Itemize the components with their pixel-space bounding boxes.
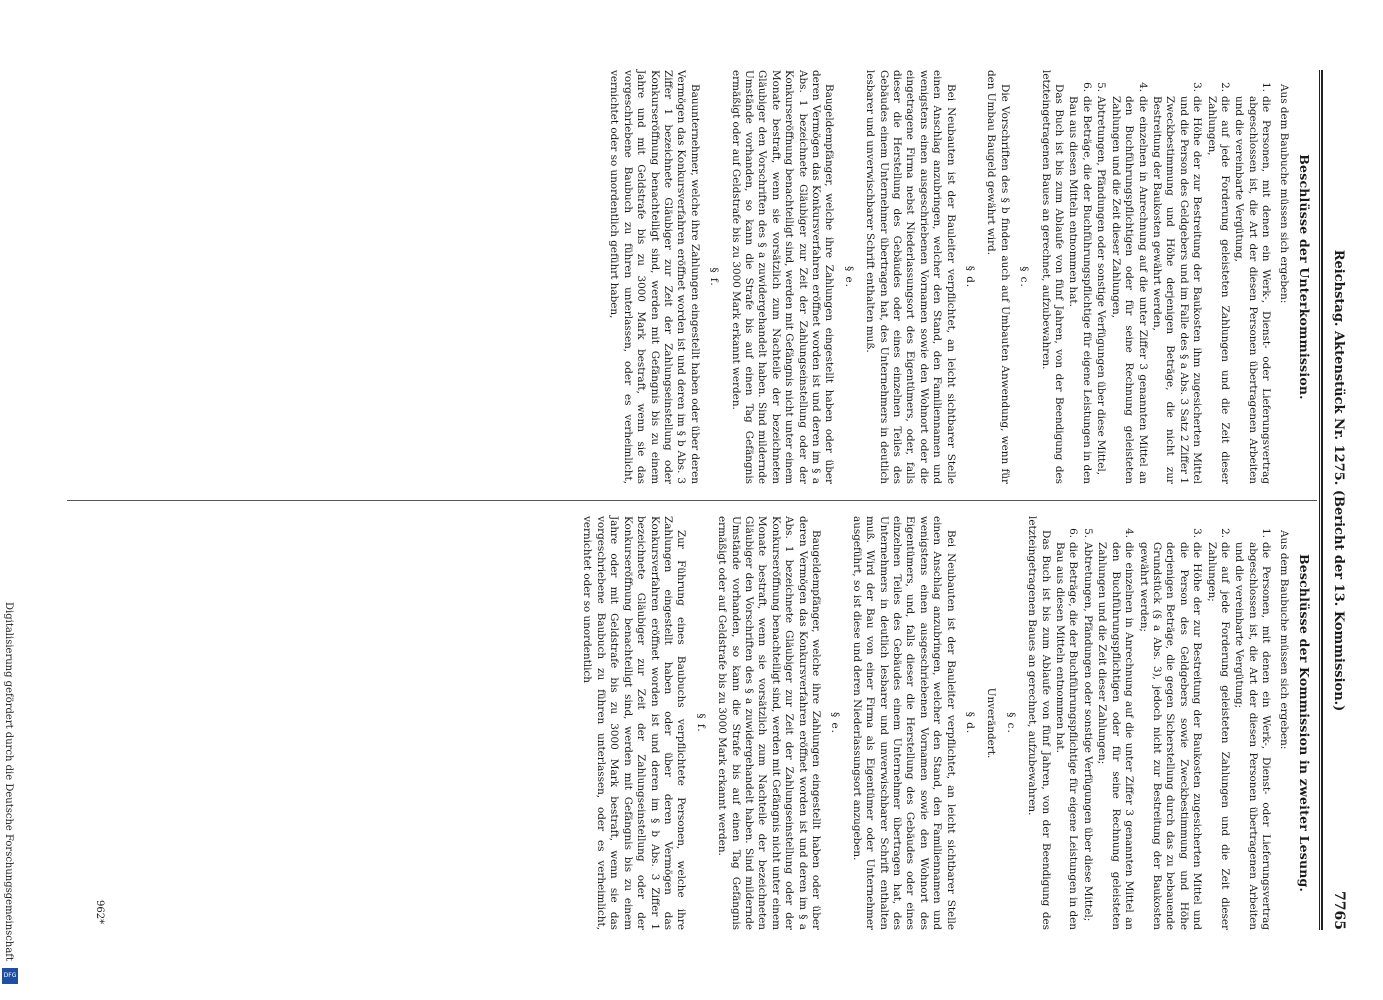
list-item (1095, 516, 1135, 930)
list-item (1136, 516, 1203, 930)
dfg-logo-icon: DFG (2, 968, 18, 984)
header-rule-thin (1319, 70, 1320, 930)
list-item (1066, 70, 1093, 484)
item-text: die Personen, mit denen ein Werk-, Dienst- oder Lieferungsvertrag abgeschlossen ist, die Art der diesen Personen übertragenen Arbeiten und die vereinbarte Vergütung; (1233, 542, 1273, 930)
sheet-signature: 962* (94, 900, 105, 925)
item-text: die einzelnen in Anrechnung auf die unter Ziffer 3 genannten Mittel an den Buchführungspflichtigen oder für seine Rechnung geleisteten Zahlungen und die Zeit dieser Zahlungen; (1096, 542, 1136, 930)
section-text: Die Vorschriften des § b finden auch auf Umbauten Anwendung, wenn für den Umbau Baugeld gewährt wird. (985, 70, 1011, 484)
item-text: die Beträge, die der Buchführungspflichtige für eigene Leistungen in den Bau aus diesen Mitteln entnommen hat. (1054, 542, 1080, 930)
document-page (53, 70, 1353, 930)
section-label: § d. (964, 265, 977, 289)
list-item (1053, 516, 1080, 930)
item-number: 5. (1081, 528, 1094, 538)
item-text: die Höhe der zur Bestreitung der Baukosten zugesicherten Mittel und die Person des Geldgebers sowie Zweckbestimmung und Höhe derjenigen Beträge, die gegen Sicherstellung durch das zu bebauende Grundstück (§ a Abs. 3), jedoch nicht zur Bestreitung der Baukosten gewährt werden; (1137, 542, 1204, 930)
left-intro: Aus dem Baubuche müssen sich ergeben: (1277, 84, 1290, 304)
section-label: § e. (829, 712, 842, 734)
section-text: Bei Neubauten ist der Bauleiter verpflichtet, an leicht sichtbarer Stelle einen Anschlag anzubringen, welcher den Stand, den Familiennamen und wenigstens einen ausgeschriebenen Vornamen sowie den Wohnort oder die eingetragene Firma nebst Niederlassungsort des Eigentümers, oder, falls dieser die Herstellung des Gebäudes oder eines einzelnen Teiles des Gebäudes einem Unternehmer übertragen hat, des Unternehmers in deutlich lesbarer und unverwischbarer Schrift enthalten muß. (864, 70, 957, 484)
list-item (1094, 70, 1107, 484)
section-text: Baugeldempfänger, welche ihre Zahlungen eingestellt haben oder über deren Vermögen das Konkursverfahren eröffnet worden ist und deren im § a Abs. 1 bezeichnete Gläubiger zur Zeit der Zahlungseinstellung oder der Konkurseröffnung benachteiligt sind, werden mit Gefängnis nicht unter einem Monate bestraft, wenn sie vorsätzlich zum Nachteile der bezeichneten Gläubiger den Vorschriften des § a zuwidergehandelt haben. Sind mildernde Umstände vorhanden, so kann die Strafe bis auf einen Tag Gefängnis ermäßigt oder auf Geldstrafe bis zu 3000 Mark erkannt werden. (729, 70, 836, 484)
digitization-credit: Digitalisierung gefördert durch die Deutsche Forschungsgemeinschaft (3, 602, 14, 961)
right-column-title: Beschlüsse der Kommission in zweiter Lesung. (1297, 553, 1312, 893)
page-header (1325, 70, 1353, 930)
right-sections (580, 516, 1017, 930)
item-number: 6. (1067, 528, 1080, 538)
item-number: 6. (1080, 82, 1093, 92)
right-intro: Aus dem Baubuche müssen sich ergeben: (1277, 530, 1290, 750)
section-text: Unverändert. (985, 687, 998, 759)
item-number: 1. (1260, 528, 1273, 538)
header-rule (1321, 70, 1323, 930)
right-after: Das Buch ist bis zum Ablaufe von fünf Jahren, von der Beendigung des letzteingetragenen Baues an gerechnet, aufzubewahren. (1026, 516, 1052, 930)
left-sections (607, 70, 1030, 484)
left-column-title: Beschlüsse der Unterkommission. (1297, 154, 1312, 400)
column-divider (67, 500, 1317, 501)
item-text: Abtretungen, Pfändungen oder sonstige Verfügungen über diese Mittel, (1095, 96, 1108, 475)
list-item (1081, 516, 1094, 930)
item-number: 5. (1095, 82, 1108, 92)
item-number: 4. (1136, 82, 1149, 92)
section-label: § d. (964, 711, 977, 735)
list-item (1232, 70, 1272, 484)
item-text: die auf jede Forderung geleisteten Zahlungen und die Zeit dieser Zahlungen, (1205, 96, 1231, 484)
left-after: Das Buch ist bis zum Ablaufe von fünf Jahren, von der Beendigung des letzteingetragenen Baues an gerechnet, aufzubewahren. (1039, 70, 1066, 484)
section-text: Zur Führung eines Baubuchs verpflichtete Personen, welche ihre Zahlungen eingestellt haben oder über deren Vermögen das Konkursverfahren eröffnet worden ist und deren im § b Abs. 3 Ziffer 1 bezeichnete Gläubiger zur Zeit der Zahlungseinstellung oder der Konkurseröffnung benachteiligt sind, werden mit Gefängnis bis zu einem Jahre oder mit Geldstrafe bis zu 3000 Mark bestraft, wenn sie das vorgeschriebene Baubuch zu führen unterlassen, oder es verheimlicht, vernichtet oder so unordentlich (581, 516, 688, 930)
item-text: die Höhe der zur Bestreitung der Baukosten ihm zugesicherten Mittel und die Person des Geldgebers und im Falle des § a Abs. 3 Satz 2 Ziffer 1 Zweckbestimmung und Höhe derjenigen Beträge, die nicht zur Bestreitung der Baukosten gewährt werden, (1150, 96, 1204, 484)
right-item-list (1053, 516, 1273, 930)
section-text: Bei Neubauten ist der Bauleiter verpflichtet, an leicht sichtbarer Stelle einen Anschlag anzubringen, welcher den Stand, den Familiennamen und wenigstens einen ausgeschriebenen Vornamen sowie den Wohnort des Eigentümers, und, falls dieser die Herstellung des Gebäudes oder eines einzelnen Teiles des Gebäudes einem Unternehmer übertragen hat, des Unternehmers in deutlich lesbarer und unverwischbarer Schrift enthalten muß. Wird der Bau von einer Firma als Eigentümer oder Unternehmer ausgeführt, so ist diese und deren Niederlassungsort anzugeben. (850, 516, 957, 930)
header-title: Reichstag. Aktenstück Nr. 1275. (Bericht der 13. Kommission.) (1331, 249, 1347, 712)
item-text: die Personen, mit denen ein Werk-, Dienst- oder Lieferungsvertrag abgeschlossen ist, die Art der diesen Personen übertragenen Arbeiten und die vereinbarte Vergütung, (1233, 96, 1273, 484)
left-column (603, 70, 1311, 484)
list-item (1150, 70, 1204, 484)
list-item (1204, 70, 1231, 484)
item-number: 2. (1218, 82, 1231, 92)
page-number: 7765 (1331, 891, 1347, 930)
section-text: Baugeldempfänger, welche ihre Zahlungen eingestellt haben oder über deren Vermögen das Konkursverfahren eröffnet worden ist und deren im § a Abs. 1 bezeichnete Gläubiger zur Zeit der Zahlungseinstellung oder der Konkurseröffnung benachteiligt sind, werden mit Gefängnis nicht unter einem Monate bestraft, wenn sie vorsätzlich zum Nachteile der bezeichneten Gläubiger den Vorschriften des § a zuwidergehandelt haben. Sind mildernde Umstände vorhanden, so kann die Strafe bis auf einen Tag Gefängnis ermäßigt oder auf Geldstrafe bis zu 3000 Mark erkannt werden. (716, 516, 822, 930)
list-item (1108, 70, 1148, 484)
item-number: 2. (1218, 528, 1231, 538)
left-item-list (1066, 70, 1272, 484)
item-text: Abtretungen, Pfändungen oder sonstige Verfügungen über diese Mittel; (1081, 542, 1094, 922)
list-item (1232, 516, 1272, 930)
right-column (576, 516, 1311, 930)
item-text: die einzelnen in Anrechnung auf die unter Ziffer 3 genannten Mittel an den Buchführungspflichtigen oder für seine Rechnung geleisteten Zahlungen und die Zeit dieser Zahlungen, (1109, 96, 1149, 484)
item-text: die Beträge, die der Buchführungspflichtige für eigene Leistungen in den Bau aus diesen Mitteln entnommen hat. (1067, 96, 1093, 484)
item-text: die auf jede Forderung geleisteten Zahlungen und die Zeit dieser Zahlungen; (1205, 542, 1231, 930)
section-label: § f. (708, 267, 721, 287)
section-label: § e. (842, 266, 855, 288)
section-label: § f. (694, 713, 707, 733)
item-number: 3. (1191, 82, 1204, 92)
section-label: § c. (1004, 712, 1017, 734)
section-text: Bauunternehmer, welche ihre Zahlungen eingestellt haben oder über deren Vermögen das Konkursverfahren eröffnet worden ist und deren im § b Abs. 3 Ziffer 1 bezeichnete Gläubiger zur Zeit der Zahlungseinstellung oder Konkurseröffnung benachteiligt sind, werden mit Gefängnis bis zu einem Jahre und mit Geldstrafe bis zu 3000 Mark bestraft, wenn sie das vorgeschriebene Baubuch zu führen unterlassen, oder es verheimlicht, vernichtet oder so unordentlich geführt haben, (608, 70, 701, 484)
item-number: 3. (1191, 528, 1204, 538)
section-label: § c. (1018, 266, 1031, 288)
list-item (1204, 516, 1231, 930)
item-number: 1. (1260, 82, 1273, 92)
item-number: 4. (1123, 528, 1136, 538)
